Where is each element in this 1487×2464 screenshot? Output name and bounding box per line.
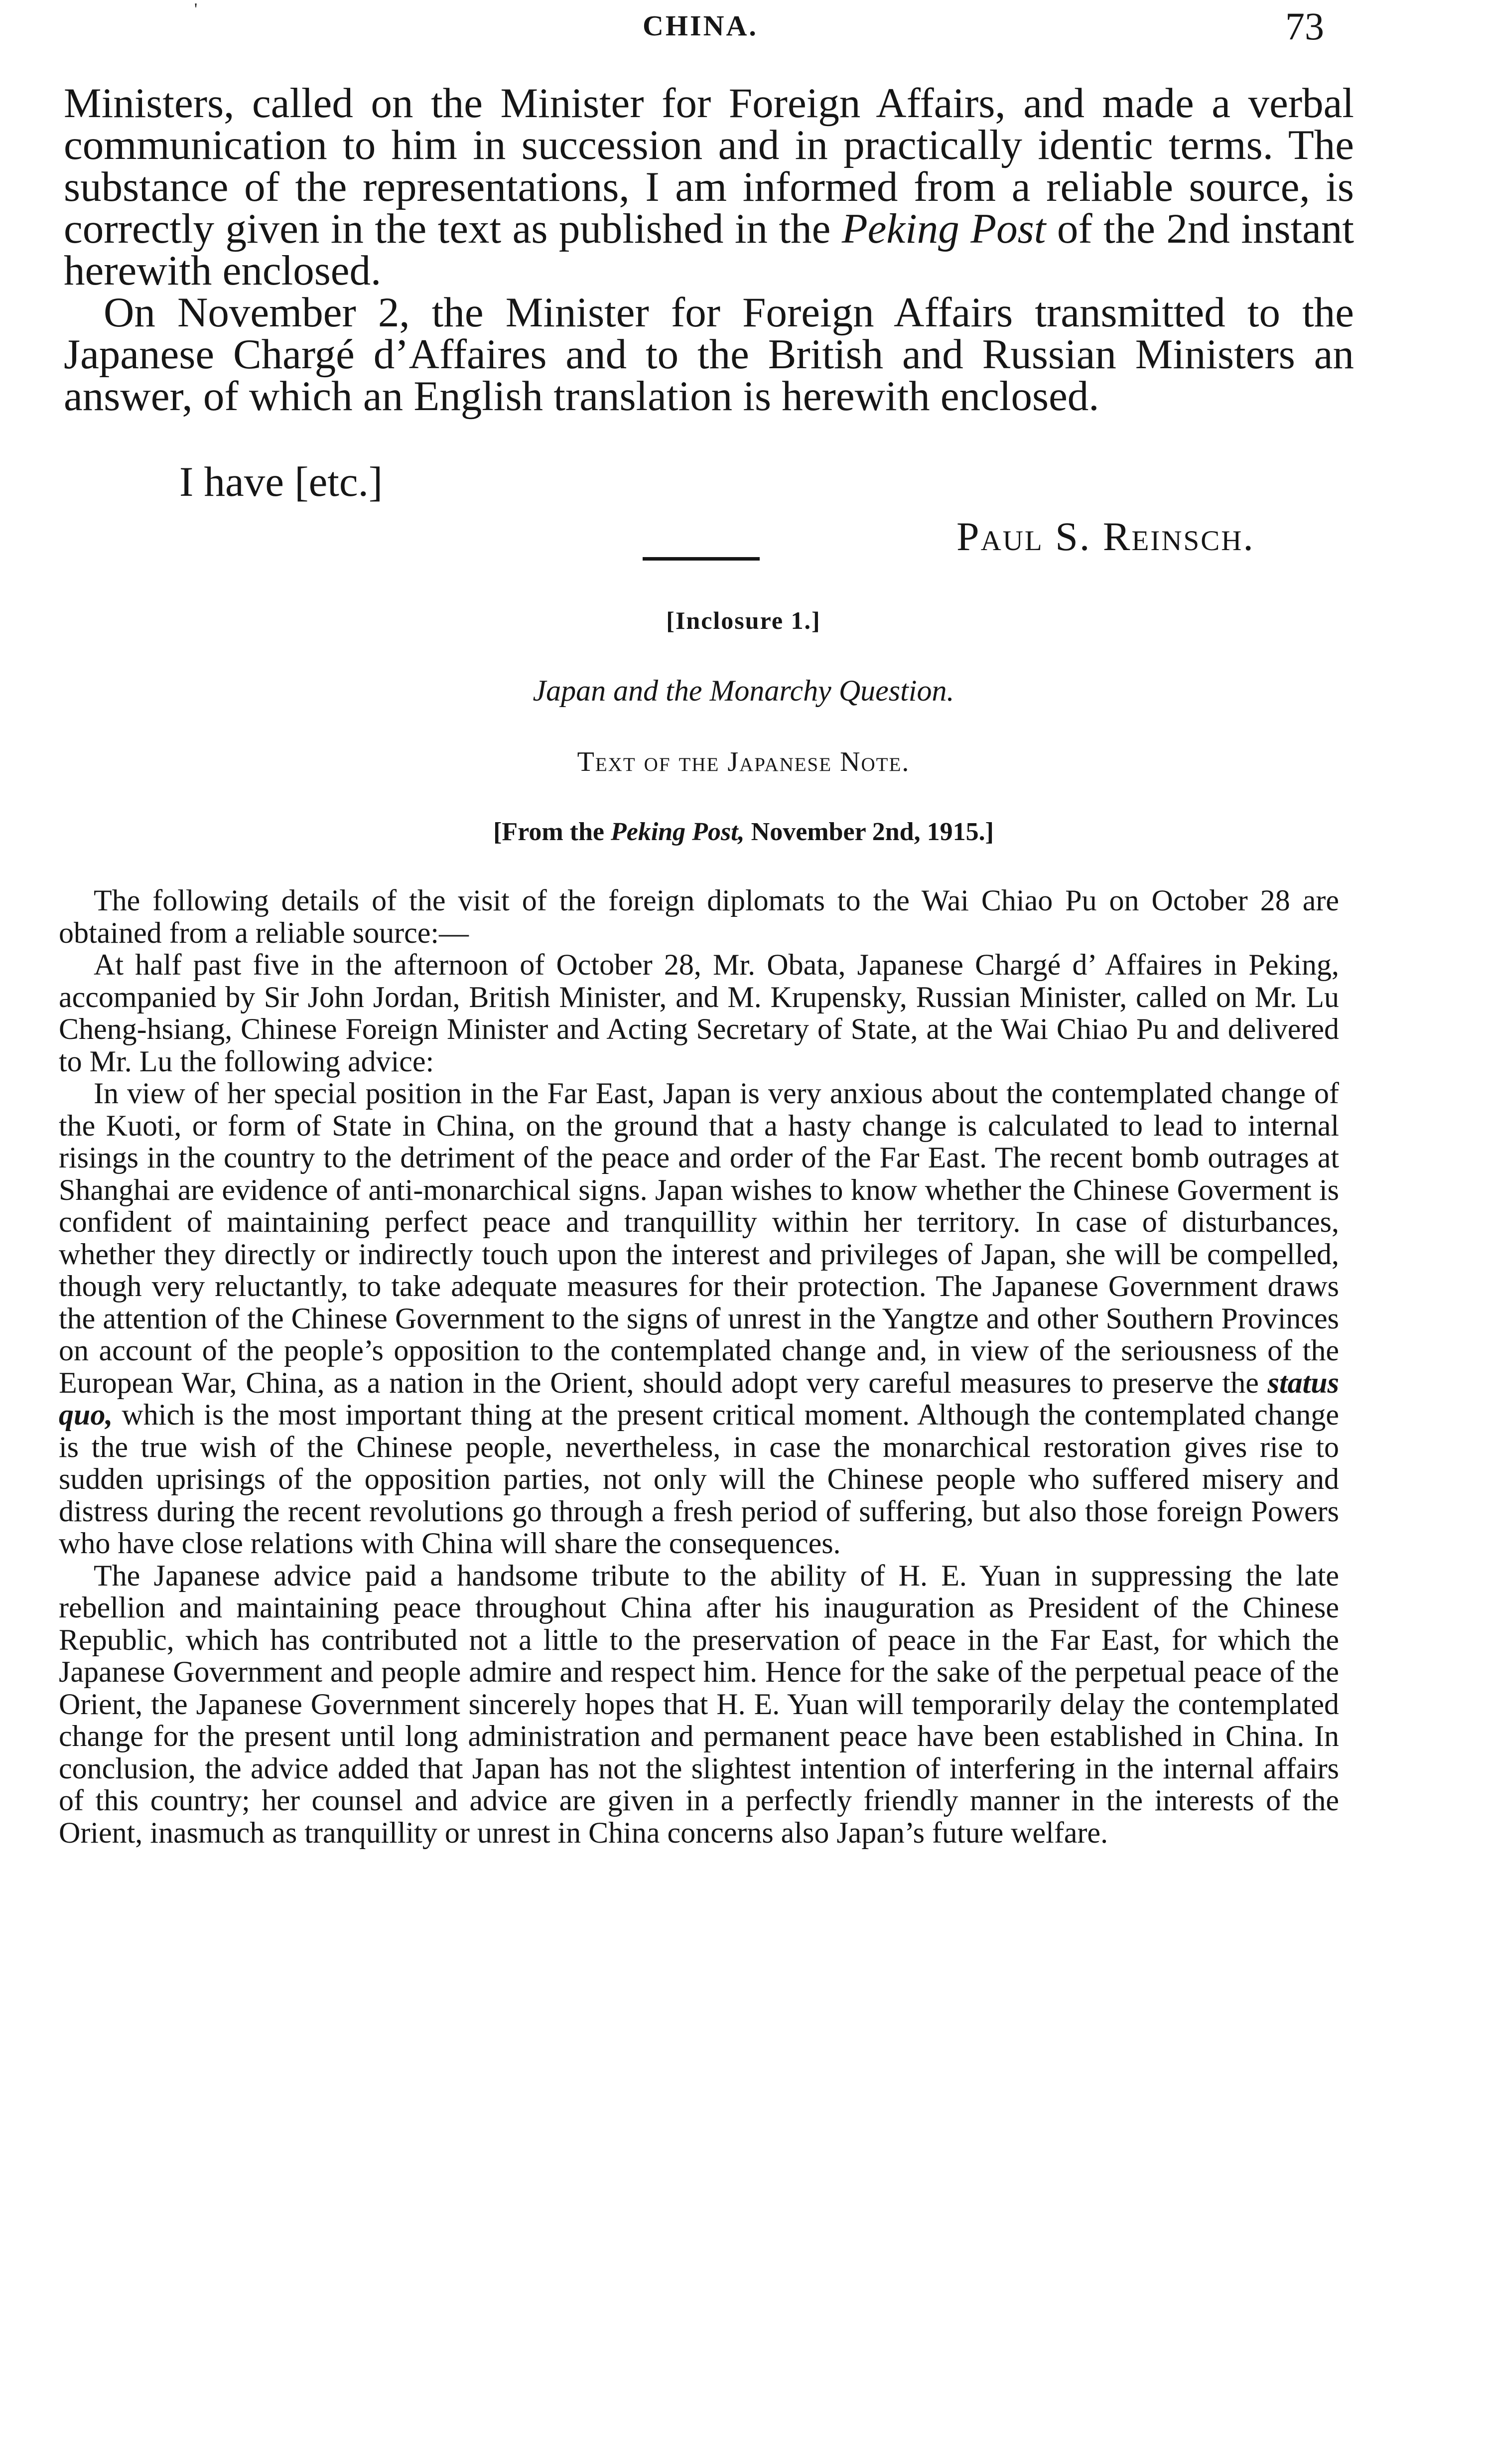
letter-closing: I have [etc.]	[179, 458, 383, 505]
article-paragraph-4: The Japanese advice paid a handsome tribute to the ability of H. E. Yuan in suppressing the late rebellion and maintaining peace throughout China after his inauguration as President of the Chinese Republic, which has contributed not a little to the preservation of peace in the Far East, for which the Japanese Government and people admire and respect him. Hence for the sake of the perpetual peace of the Orient, the Japanese Government sincerely hopes that H. E. Yuan will temporarily delay the contemplated change for the present until long administration and permanent peace have been established in China. In conclusion, the advice added that Japan has not the slightest intention of interfering in the internal affairs of this country; her counsel and advice are given in a perfectly friendly manner in the interests of the Orient, inasmuch as tranquillity or unrest in China concerns also Japan’s future welfare.	[59, 1559, 1339, 1849]
letter-paragraph-1-text: Ministers, called on the Minister for Foreign Affairs, and made a verbal communication to him in succession and in practically identic terms. The substance of the representations, I am informed from a reliable source, is correctly given in the text as published in the	[64, 80, 1354, 252]
letter-paragraph-1-tail: of the 2nd instant herewith enclosed.	[64, 205, 1354, 294]
article-subhead: Text of the Japanese Note.	[577, 746, 910, 777]
article-paragraph-1: The following details of the visit of the foreign diplomats to the Wai Chiao Pu on October 28 are obtained from a reliable source:—	[59, 884, 1339, 949]
article-body	[59, 884, 1339, 1849]
source-date: November 2nd, 1915.]	[751, 818, 994, 846]
newspaper-title: Peking Post	[841, 205, 1046, 252]
page-number: 73	[1285, 4, 1324, 48]
article-paragraph-3	[59, 1077, 1339, 1560]
inclosure-label: [Inclosure 1.]	[666, 606, 821, 634]
source-prefix: [From the	[493, 818, 604, 846]
status-quo-term: status quo,	[59, 1366, 1340, 1431]
corner-mark: '	[194, 0, 198, 18]
source-newspaper: Peking Post,	[610, 818, 745, 846]
article-headline: Japan and the Monarchy Question.	[533, 674, 954, 707]
signature: Paul S. Reinsch.	[956, 514, 1255, 559]
article-paragraph-2: At half past five in the afternoon of October 28, Mr. Obata, Japanese Chargé d’ Affaires in Peking, accompanied by Sir John Jordan, British Minister, and M. Krupensky, Russian Minister, called on Mr. Lu Cheng-hsiang, Chinese Foreign Minister and Acting Secretary of State, at the Wai Chiao Pu and delivered to Mr. Lu the following advice:	[59, 948, 1339, 1078]
letter-paragraph-2: On November 2, the Minister for Foreign Affairs transmitted to the Japanese Chargé d’Affaires and to the British and Russian Ministers an answer, of which an English translation is herewith enclosed.	[64, 289, 1354, 420]
article-paragraph-3-text: In view of her special position in the Far East, Japan is very anxious about the contemplated change of the Kuoti, or form of State in China, on the ground that a hasty change is calculated to lead to internal risings in the country to the detriment of the peace and order of the Far East. The recent bomb outrages at Shanghai are evidence of anti-monarchical signs. Japan wishes to know whether the Chinese Goverment is confident of maintaining perfect peace and tranquillity within her territory. In case of disturbances, whether they directly or indirectly touch upon the interest and privileges of Japan, she will be compelled, though very reluctantly, to take adequate measures for their protection. The Japanese Government draws the attention of the Chinese Government to the signs of unrest in the Yangtze and other Southern Provinces on account of the people’s opposition to the contemplated change and, in view of the seriousness of the European War, China, as a nation in the Orient, should adopt very careful measures to preserve the	[59, 1077, 1339, 1399]
letter-paragraph-1	[64, 80, 1354, 294]
article-paragraph-3-tail: which is the most important thing at the present critical moment. Although the contemplated change is the true wish of the Chinese people, nevertheless, in case the monarchical restoration gives rise to sudden uprisings of the opposition parties, not only will the Chinese people who suffered misery and distress during the recent revolutions go through a fresh period of suffering, but also those foreign Powers who have close relations with China will share the consequences.	[59, 1398, 1340, 1560]
running-title: CHINA.	[643, 9, 758, 42]
letter-body	[64, 80, 1354, 420]
article-source	[0, 817, 1487, 847]
section-divider	[643, 557, 760, 561]
